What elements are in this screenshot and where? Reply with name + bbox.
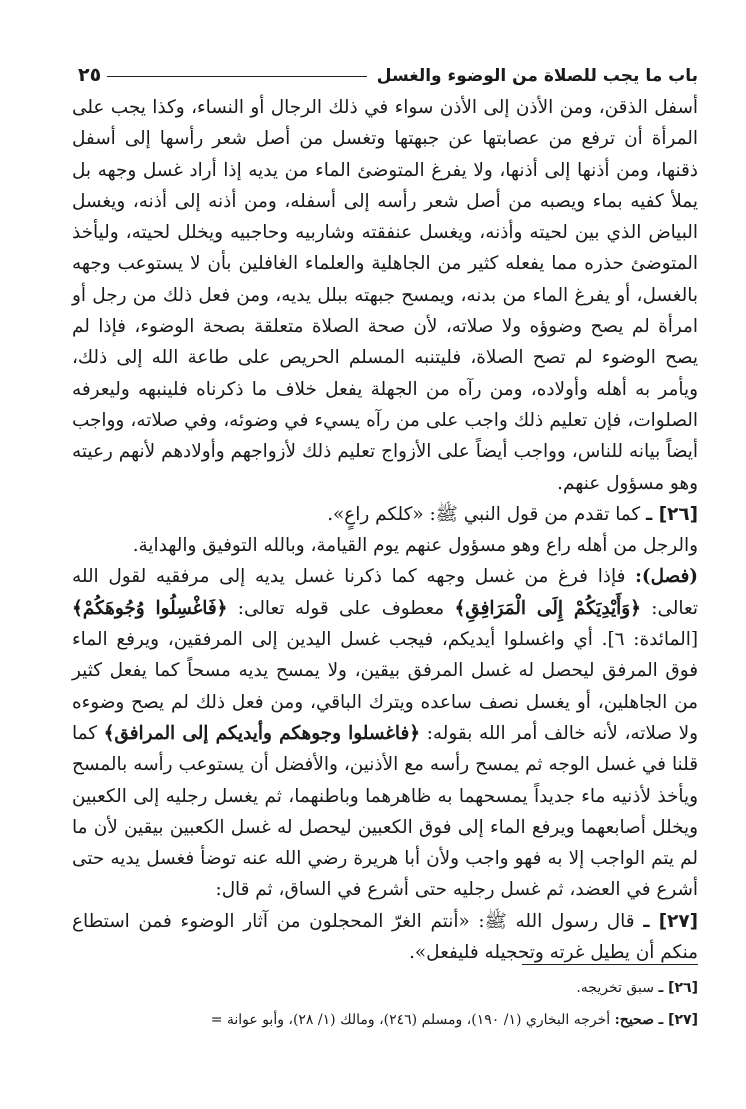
- hadith-text-27: قال رسول الله ﷺ: «أنتم الغرّ المحجلون من آثار الوضوء فمن استطاع منكم أن يطيل غرته وتحجيله فليفعل».: [72, 910, 698, 964]
- page-header: [78, 52, 698, 86]
- hadith-ref-26: [٢٦] ـ: [646, 503, 698, 525]
- footnote-ref-27: [٢٧] ـ: [658, 1012, 698, 1028]
- main-text: [72, 92, 698, 968]
- fasl-section: [72, 561, 698, 905]
- footnotes: [72, 972, 698, 1036]
- hadith-ref-27: [٢٧] ـ: [643, 910, 699, 932]
- fasl-label: (فصل):: [635, 566, 698, 588]
- footnote-divider: [522, 964, 698, 965]
- footnote-27: [72, 1004, 698, 1036]
- footnote-text-26: سبق تخريجه.: [576, 980, 654, 996]
- footnote-26: [72, 972, 698, 1004]
- fasl-text-4: كما قلنا في غسل الوجه ثم يمسح رأسه مع الأذنين، والأفضل أن يستوعب رأسه بالمسح ويأخذ لأذنيه ماء جديداً يمسحهما به ظاهرهما وباطنهما، ثم يغسل رجليه إلى الكعبين ويخلل أصابعهما ويرفع الماء إلى فوق الكعبين ليحصل له غسل الكعبين بيقين لأن ما لم يتم الواجب إلا به فهو واجب ولأن أبا هريرة رضي الله عنه توضأ فغسل يديه حتى أشرع في العضد، ثم غسل رجليه حتى أشرع في الساق، ثم قال:: [72, 722, 698, 901]
- paragraph-continuation: أسفل الذقن، ومن الأذن إلى الأذن سواء في ذلك الرجال أو النساء، وكذا يجب على المرأة أن ترفع من عصابتها عن جبهتها وتغسل من أصل شعر رأسها إلى أسفل ذقنها، ومن أذنها إلى أذنها، ولا يفرغ المتوضئ الماء من يديه إذا أراد غسل وجهه بل يملأ كفيه بماء ويصبه من أصل شعر رأسه إلى أسفله، ومن أذنه إلى أذنه، ويغسل البياض الذي بين لحيته وأذنه، ويغسل عنفقته وشاربيه وحاجبيه ويخلل لحيته، وليأخذ المتوضئ حذره مما يفعله كثير من الجاهلية والعلماء الغافلين بأن لا يستوعب وجهه بالغسل، أو يفرغ الماء من بدنه، ويمسح جبهته ببلل يديه، ومن فعل ذلك من رجل أو امرأة لم يصح وضوؤه ولا صلاته، لأن صحة الصلاة متعلقة بصحة الوضوء، فإذا لم يصح الوضوء لم تصح الصلاة، فليتنبه المسلم الحريص على طاعة الله إلى ذلك، ويأمر به أهله وأولاده، ومن رآه من الجهلة يفعل خلاف ما ذكرناه فلينبهه وليعرفه الصلوات، فإن تعليم ذلك واجب على من رآه يسيء في وضوئه، وفي صلاته، وواجب أيضاً بيانه للناس، وواجب أيضاً على الأزواج تعليم ذلك لأزواجهم وأولادهم لأنهم رعيته وهو مسؤول عنهم.: [72, 97, 698, 494]
- hadith-26: [72, 499, 698, 530]
- footnote-grade-27: صحيح:: [614, 1012, 654, 1028]
- quran-verse-3: ﴿فاغسلوا وجوهكم وأيديكم إلى المرافق﴾: [103, 722, 421, 744]
- fasl-text-3: [المائدة: ٦]. أي واغسلوا أيديكم، فيجب غسل اليدين إلى المرفقين، ويرفع الماء فوق المرفق ليحصل له غسل المرفق بيقين، ولا يمسح يديه مسحاً كما يفعل كثير من الجاهلين، أو يغسل نصف ساعده ويترك الباقي، ومن فعل ذلك لم يصح وضوءه ولا صلاته، لأنه خالف أمر الله بقوله:: [72, 629, 698, 744]
- chapter-title: باب ما يجب للصلاة من الوضوء والغسل: [376, 66, 698, 86]
- header-divider: [107, 76, 367, 77]
- fasl-text-2: معطوف على قوله تعالى:: [237, 597, 445, 619]
- paragraph-after-hadith-26: والرجل من أهله راع وهو مسؤول عنهم يوم القيامة، وبالله التوفيق والهداية.: [132, 535, 698, 557]
- quran-verse-1: ﴿وَأَيْدِيَكُمْ إِلَى الْمَرَافِقِ﴾: [454, 597, 641, 619]
- footnote-text-27: أخرجه البخاري (١/ ١٩٠)، ومسلم (٢٤٦)، ومالك (١/ ٢٨)، وأبو عوانة =: [210, 1012, 611, 1028]
- footnote-ref-26: [٢٦] ـ: [658, 980, 698, 996]
- page-number: ٢٥: [78, 64, 102, 86]
- hadith-27: [72, 906, 698, 969]
- quran-verse-2: ﴿فَاغْسِلُوا وُجُوهَكُمْ﴾: [72, 597, 228, 619]
- fasl-text-1: فإذا فرغ من غسل وجهه كما ذكرنا غسل يديه إلى مرفقيه لقول الله تعالى:: [72, 566, 698, 619]
- hadith-text-26: كما تقدم من قول النبي ﷺ: «كلكم راعٍ».: [327, 503, 641, 525]
